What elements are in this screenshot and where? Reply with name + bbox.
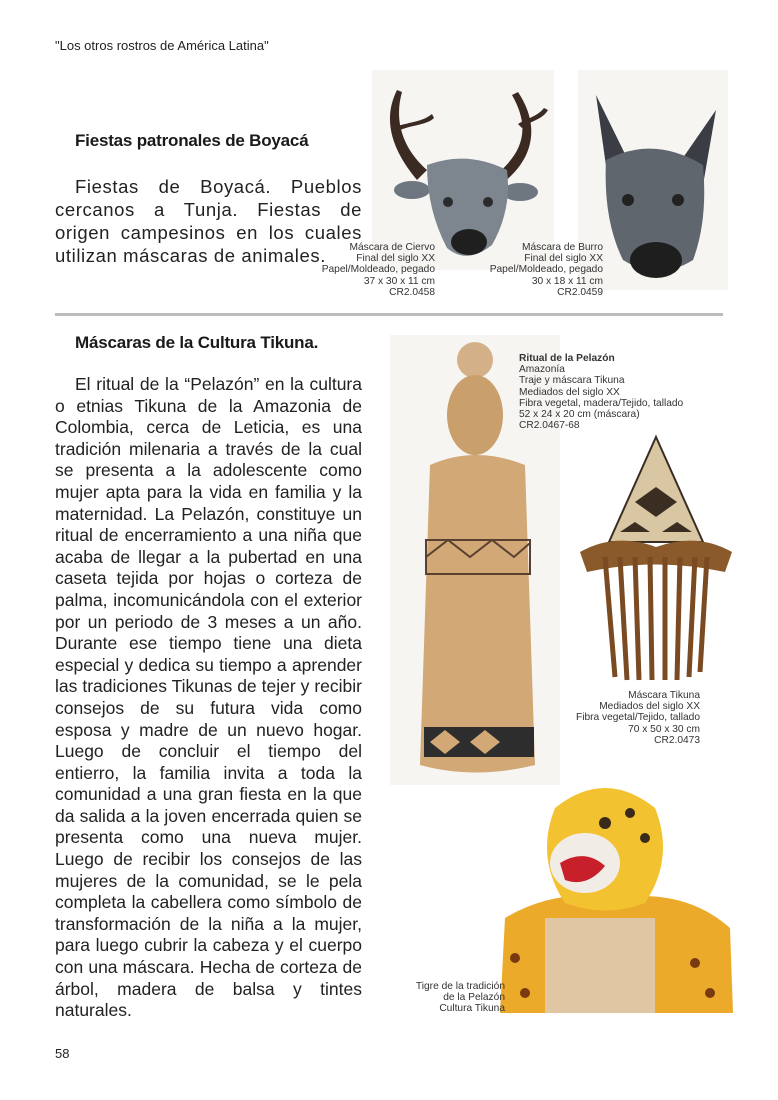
caption-line: Máscara de Ciervo [349,242,435,253]
section-text-tikuna [55,374,362,1022]
caption-line: Papel/Moldeado, pegado [321,264,435,276]
caption-tikuna [560,690,700,746]
caption-line: Papel/Moldeado, pegado [489,264,603,276]
caption-line: 52 x 24 x 20 cm (máscara) [519,409,640,421]
caption-line: Mediados del siglo XX [519,386,620,398]
caption-line: Final del siglo XX [356,253,435,265]
section-divider [55,313,723,316]
jaguar-costume-image [495,768,735,1013]
caption-line: Mediados del siglo XX [599,701,700,713]
section-title-tikuna: Máscaras de la Cultura Tikuna. [75,333,319,352]
caption-line: 70 x 50 x 30 cm [628,723,700,735]
caption-line: Fibra vegetal, madera/Tejido, tallado [519,397,684,409]
page-number: 58 [55,1046,70,1061]
caption-line: Cultura Tikuna [439,1003,505,1015]
caption-tigre [395,981,505,1015]
caption-line: Máscara de Burro [522,242,603,253]
running-title: "Los otros rostros de América Latina" [55,38,269,53]
caption-line: 37 x 30 x 11 cm [363,275,435,287]
caption-line: CR2.0467-68 [519,420,580,432]
caption-line: Final del siglo XX [524,253,603,265]
caption-line: Fibra vegetal/Tejido, tallado [575,712,700,724]
caption-line: Traje y máscara Tikuna [519,375,625,387]
caption-title: Ritual de la Pelazón [519,353,615,364]
caption-line: CR2.0459 [557,286,603,298]
tikuna-mask-image [575,432,737,682]
paragraph: El ritual de la “Pelazón” en la cultura o etnias Tikuna de la Amazonia de Colombia, cerca de Leticia, es una tradición milenaria a través de la cual se presenta a la adolescente como mujer apta para la vida en familia y la maternidad. La Pelazón, constituye un ritual de encerramiento a una niña que acaba de llegar a la pubertad en una caseta tejida por hojas o corteza de palma, incomunicándola con el exterior por un periodo de 3 meses a un año. Durante ese tiempo tiene una dieta especial y dedica su tiempo a aprender las tradiciones Tikunas de tejer y recibir consejos de su futura vida como esposa y madre de un nuevo hogar. Luego de concluir el tiempo del entierro, la familia invita a toda la comunidad a una gran fiesta en la que da salida a la joven encerrada quien se presenta como una nueva mujer. Luego de recibir los consejos de las mujeres de la comunidad, se le pela completa la cabellera como símbolo de transformación de la niña a la mujer, para luego cubrir la cabeza y el cuerpo con una máscara. Hecha de corteza de árbol, madera de balsa y tintes naturales. [55,374,362,1021]
caption-line: Máscara Tikuna [628,690,700,701]
caption-line: 30 x 18 x 11 cm [531,275,603,287]
caption-line: Tigre de la tradición [415,981,505,992]
caption-line: CR2.0458 [389,286,435,298]
caption-line: CR2.0473 [654,734,700,746]
paragraph: Fiestas de Boyacá. Pueblos cercanos a Tunja. Fiestas de origen campesinos en los cuales utilizan máscaras de animales. [55,176,362,266]
section-title-boyaca: Fiestas patronales de Boyacá [75,131,309,150]
caption-line: de la Pelazón [443,992,505,1004]
caption-ciervo [305,242,435,298]
caption-pelazon [519,353,719,431]
deer-mask-image [372,70,554,270]
caption-burro [470,242,603,298]
caption-line: Amazonía [519,364,565,376]
